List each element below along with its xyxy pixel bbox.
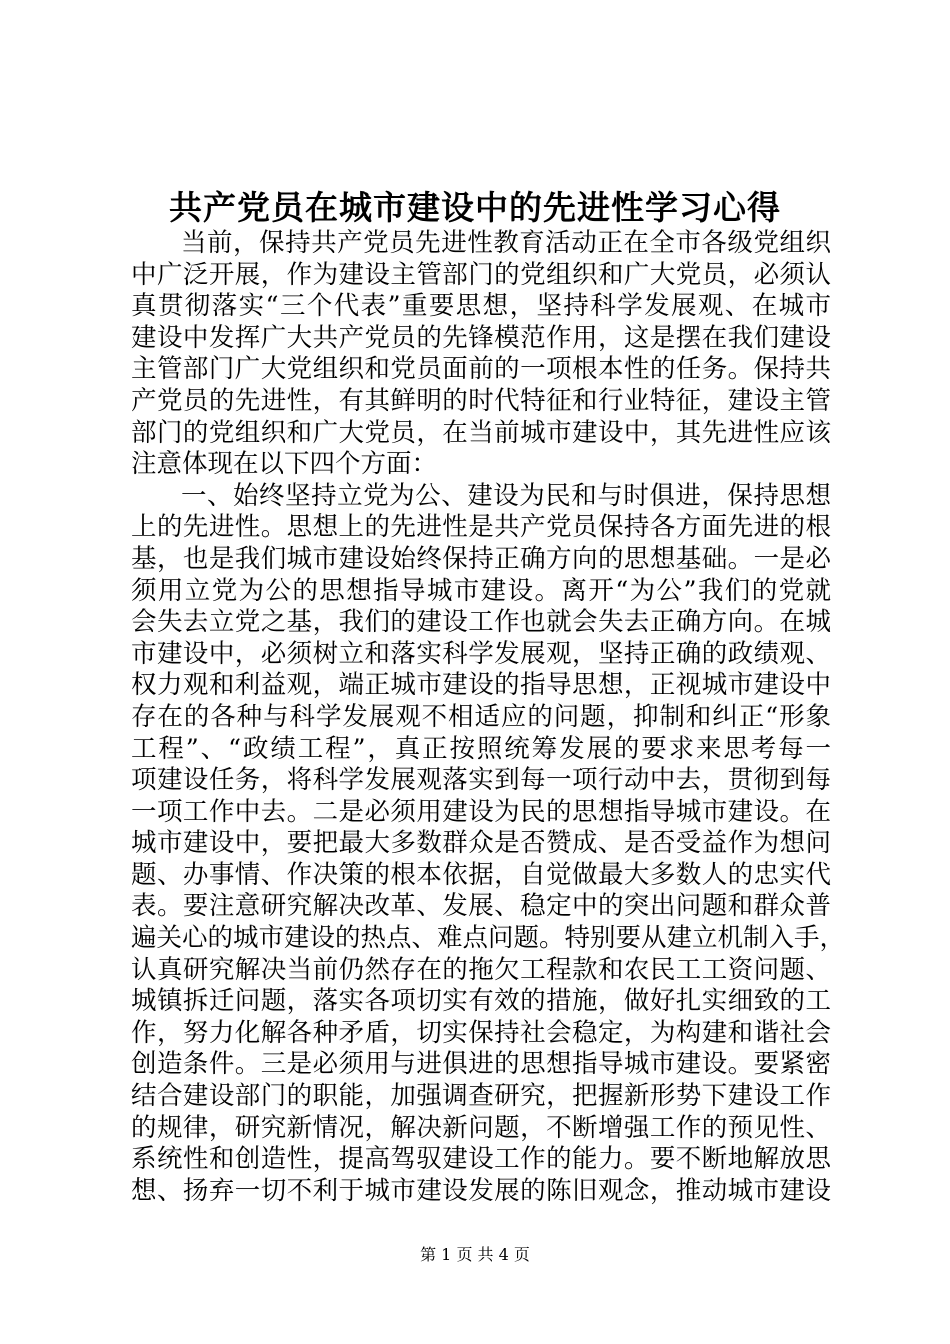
- paragraph-line: 存在的各种与科学发展观不相适应的问题，抑制和纠正“形象: [131, 701, 831, 732]
- paragraph-line: 系统性和创造性，提高驾驭建设工作的能力。要不断地解放思: [131, 1144, 831, 1175]
- paragraph-line: 一、始终坚持立党为公、建设为民和与时俱进，保持思想: [181, 480, 831, 511]
- paragraph-line: 的规律，研究新情况，解决新问题，不断增强工作的预见性、: [131, 1112, 831, 1143]
- paragraph-line: 注意体现在以下四个方面：: [131, 449, 438, 480]
- paragraph-line: 当前，保持共产党员先进性教育活动正在全市各级党组织: [181, 228, 831, 258]
- paragraph-line: 产党员的先进性，有其鲜明的时代特征和行业特征，建设主管: [131, 385, 831, 416]
- paragraph-line: 表。要注意研究解决改革、发展、稳定中的突出问题和群众普: [131, 891, 831, 922]
- paragraph-line: 真贯彻落实“三个代表”重要思想，坚持科学发展观、在城市: [131, 291, 831, 322]
- paragraph-line: 主管部门广大党组织和党员面前的一项根本性的任务。保持共: [131, 354, 831, 385]
- paragraph-line: 市建设中，必须树立和落实科学发展观，坚持正确的政绩观、: [131, 638, 831, 669]
- paragraph-line: 中广泛开展，作为建设主管部门的党组织和广大党员，必须认: [131, 259, 831, 290]
- paragraph-line: 基，也是我们城市建设始终保持正确方向的思想基础。一是必: [131, 543, 831, 574]
- paragraph-line: 城市建设中，要把最大多数群众是否赞成、是否受益作为想问: [131, 828, 831, 859]
- paragraph-line: 想、扬弃一切不利于城市建设发展的陈旧观念，推动城市建设: [131, 1175, 831, 1206]
- paragraph-line: 权力观和利益观，端正城市建设的指导思想，正视城市建设中: [131, 670, 831, 701]
- paragraph-line: 会失去立党之基，我们的建设工作也就会失去正确方向。在城: [131, 607, 831, 638]
- document-title: 共产党员在城市建设中的先进性学习心得: [169, 188, 781, 227]
- paragraph-line: 城镇拆迁问题，落实各项切实有效的措施，做好扎实细致的工: [131, 986, 831, 1017]
- paragraph-line: 部门的党组织和广大党员，在当前城市建设中，其先进性应该: [131, 417, 831, 448]
- paragraph-line: 结合建设部门的职能，加强调查研究，把握新形势下建设工作: [131, 1081, 831, 1112]
- paragraph-line: 题、办事情、作决策的根本依据，自觉做最大多数人的忠实代: [131, 859, 831, 890]
- paragraph-line: 项建设任务，将科学发展观落实到每一项行动中去，贯彻到每: [131, 765, 831, 796]
- paragraph-line: 遍关心的城市建设的热点、难点问题。特别要从建立机制入手，: [131, 923, 846, 954]
- page-number-footer: 第 1 页 共 4 页: [420, 1245, 530, 1264]
- paragraph-line: 工程”、“政绩工程”，真正按照统筹发展的要求来思考每一: [131, 733, 831, 764]
- paragraph-line: 须用立党为公的思想指导城市建设。离开“为公”我们的党就: [131, 575, 831, 606]
- paragraph-line: 一项工作中去。二是必须用建设为民的思想指导城市建设。在: [131, 796, 831, 827]
- paragraph-line: 作，努力化解各种矛盾，切实保持社会稳定，为构建和谐社会: [131, 1017, 831, 1048]
- paragraph-line: 认真研究解决当前仍然存在的拖欠工程款和农民工工资问题、: [131, 954, 831, 985]
- paragraph-line: 建设中发挥广大共产党员的先锋模范作用，这是摆在我们建设: [131, 322, 831, 353]
- document-body: [131, 228, 846, 1207]
- paragraph-line: 创造条件。三是必须用与进俱进的思想指导城市建设。要紧密: [131, 1049, 831, 1080]
- paragraph-line: 上的先进性。思想上的先进性是共产党员保持各方面先进的根: [131, 512, 831, 543]
